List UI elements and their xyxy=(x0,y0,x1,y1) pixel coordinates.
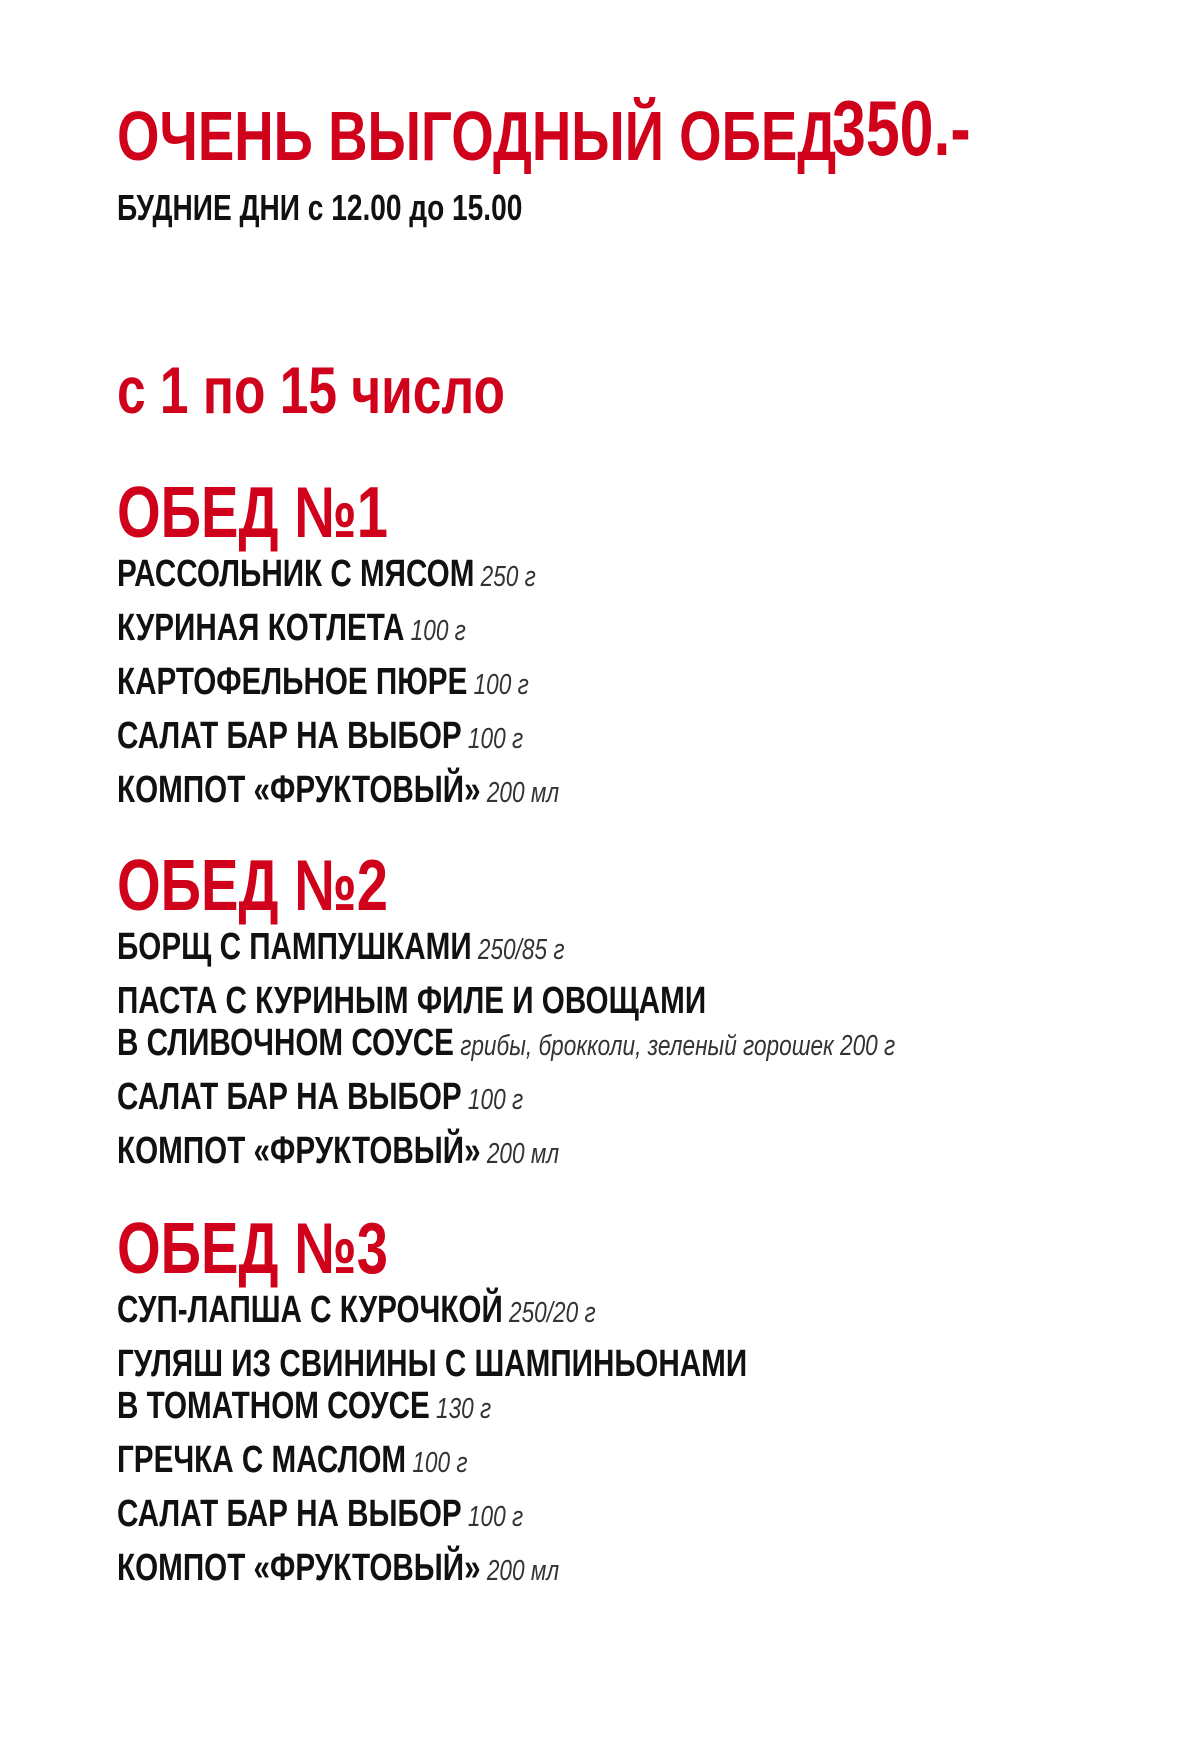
schedule-text xyxy=(117,186,637,230)
item-weight: 250 г xyxy=(480,561,536,593)
item-name-line2: В СЛИВОЧНОМ СОУСЕ xyxy=(117,1022,454,1064)
item-weight: 100 г xyxy=(410,615,466,647)
item-weight: 100 г xyxy=(467,1084,524,1116)
menu-price xyxy=(832,84,1010,172)
menu-item xyxy=(117,1547,1157,1601)
item-name: САЛАТ БАР НА ВЫБОР xyxy=(117,715,462,757)
item-weight: 100 г xyxy=(467,723,524,755)
menu-item-continued xyxy=(117,1385,1157,1439)
menu-item xyxy=(117,980,1157,1022)
menu-item xyxy=(117,1493,1157,1547)
item-name: КОМПОТ «ФРУКТОВЫЙ» xyxy=(117,1130,481,1172)
item-name-line2: В ТОМАТНОМ СОУСЕ xyxy=(117,1385,430,1427)
item-weight: 200 мл xyxy=(486,777,560,809)
menu-item xyxy=(117,715,1157,769)
lunch-2-section xyxy=(117,846,1157,1184)
item-weight: 200 мл xyxy=(486,1138,560,1170)
menu-item xyxy=(117,553,1157,607)
menu-item xyxy=(117,661,1157,715)
lunch-1-title-text: ОБЕД №1 xyxy=(117,473,388,553)
period-text xyxy=(117,352,614,428)
item-weight: 250/85 г xyxy=(477,934,565,966)
item-weight: 100 г xyxy=(467,1501,524,1533)
menu-item-continued xyxy=(117,1022,1157,1076)
menu-title-text: ОЧЕНЬ ВЫГОДНЫЙ ОБЕД xyxy=(117,97,837,175)
menu-item xyxy=(117,769,1157,823)
item-name-line1: ГУЛЯШ ИЗ СВИНИНЫ С ШАМПИНЬОНАМИ xyxy=(117,1343,748,1385)
lunch-1-title xyxy=(117,473,1157,553)
item-name: КУРИНАЯ КОТЛЕТА xyxy=(117,607,405,649)
lunch-3-title-text: ОБЕД №3 xyxy=(117,1209,388,1289)
menu-item xyxy=(117,1076,1157,1130)
item-name-line1: ПАСТА С КУРИНЫМ ФИЛЕ И ОВОЩАМИ xyxy=(117,980,707,1022)
item-name: САЛАТ БАР НА ВЫБОР xyxy=(117,1493,462,1535)
lunch-2-title xyxy=(117,846,1157,926)
item-name: БОРЩ С ПАМПУШКАМИ xyxy=(117,926,472,968)
header xyxy=(117,84,1157,177)
menu-item xyxy=(117,1439,1157,1493)
menu-item xyxy=(117,1130,1157,1184)
item-weight: 100 г xyxy=(412,1447,468,1479)
item-name: РАССОЛЬНИК С МЯСОМ xyxy=(117,553,475,595)
lunch-3-section xyxy=(117,1209,1157,1601)
lunch-3-title xyxy=(117,1209,1157,1289)
item-weight: 200 мл xyxy=(486,1555,560,1587)
lunch-2-title-text: ОБЕД №2 xyxy=(117,846,388,926)
schedule-text-value: БУДНИЕ ДНИ с 12.00 до 15.00 xyxy=(117,187,523,228)
item-name: КОМПОТ «ФРУКТОВЫЙ» xyxy=(117,769,481,811)
lunch-1-section xyxy=(117,473,1157,823)
period-text-value: с 1 по 15 число xyxy=(117,353,505,427)
menu-price-text: 350.- xyxy=(832,84,971,172)
item-weight: 250/20 г xyxy=(509,1297,596,1329)
item-name: САЛАТ БАР НА ВЫБОР xyxy=(117,1076,462,1118)
menu-page xyxy=(117,0,1157,1742)
item-weight: 200 г xyxy=(839,1030,896,1062)
item-name: СУП-ЛАПША С КУРОЧКОЙ xyxy=(117,1289,503,1331)
menu-item xyxy=(117,926,1157,980)
item-weight: 100 г xyxy=(473,669,529,701)
item-weight: 130 г xyxy=(436,1393,492,1425)
item-name: КАРТОФЕЛЬНОЕ ПЮРЕ xyxy=(117,661,468,703)
item-name: ГРЕЧКА С МАСЛОМ xyxy=(117,1439,407,1481)
item-note: грибы, брокколи, зеленый горошек xyxy=(460,1030,834,1062)
menu-item xyxy=(117,607,1157,661)
item-name: КОМПОТ «ФРУКТОВЫЙ» xyxy=(117,1547,481,1589)
menu-item xyxy=(117,1343,1157,1385)
menu-item xyxy=(117,1289,1157,1343)
